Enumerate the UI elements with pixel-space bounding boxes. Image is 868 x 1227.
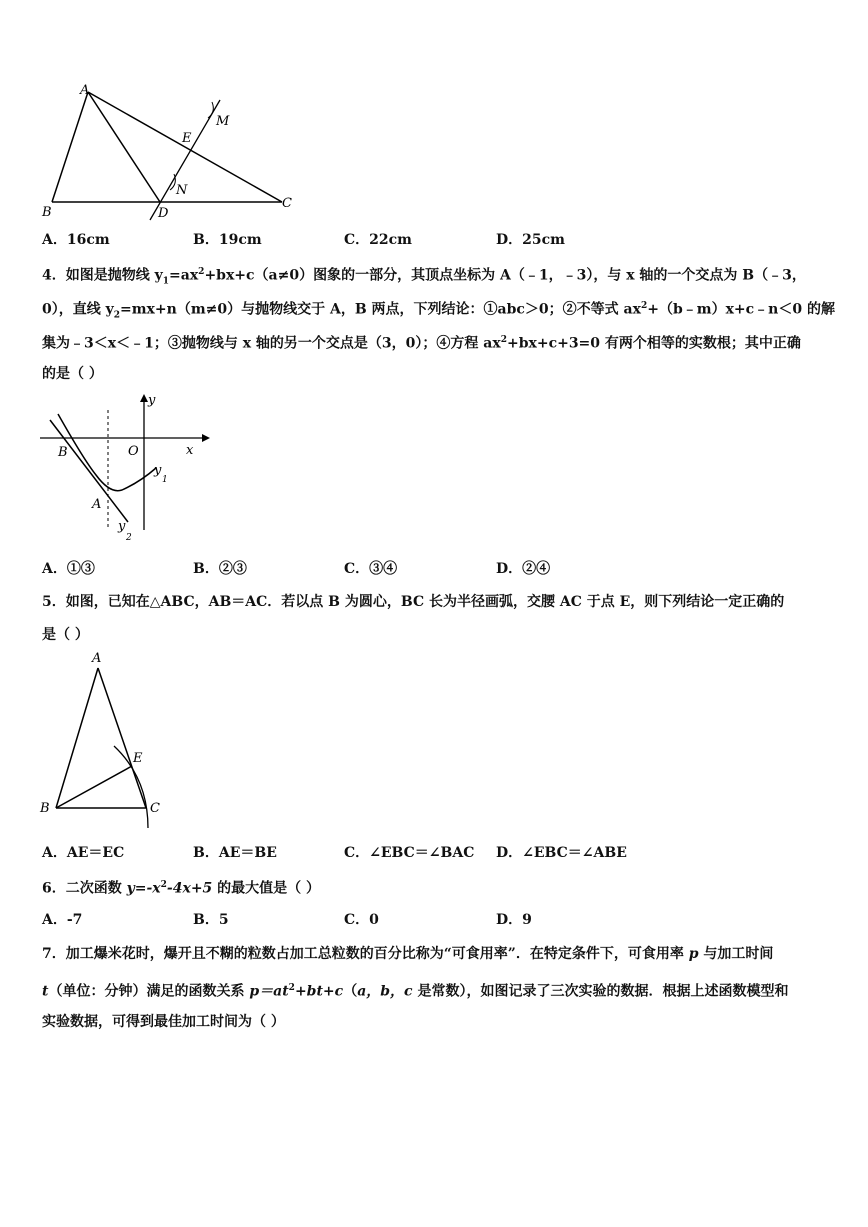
q7-stem-line3: 实验数据，可得到最佳加工时间为（ ） <box>42 1014 285 1030</box>
q4-option-c: C．③④ <box>344 561 398 577</box>
label-B: B <box>42 205 52 220</box>
label-point-A: A <box>92 497 102 512</box>
q3-option-a: A．16cm <box>42 232 110 248</box>
label-A: A <box>80 83 90 98</box>
q5-option-d: D．∠EBC＝∠ABE <box>496 845 627 861</box>
label-y1-sub: 1 <box>162 475 168 485</box>
q5-option-b: B．AE＝BE <box>193 845 277 861</box>
label-origin: O <box>128 444 139 459</box>
q7-stem-line1: 7．加工爆米花时，爆开且不糊的粒数占加工总粒数的百分比称为“可食用率”．在特定条件下，可食用率 p 与加工时间 <box>42 946 774 962</box>
label-E: E <box>133 751 143 766</box>
label-y2-sub: 2 <box>126 533 132 543</box>
q5-option-a: A．AE＝EC <box>42 845 125 861</box>
q4-stem-line2: 0），直线 $y_2=mx+n(m\ne 0)$与抛物线交于 A，B 两点，下列结论：①abc＞0；②不等式 $ax^2+(b﹣m)x+c﹣n<0$ 的解 <box>42 301 835 321</box>
figure-isosceles-arc <box>36 648 176 833</box>
q6-option-b: B．5 <box>193 912 229 928</box>
label-point-B: B <box>58 445 68 460</box>
q5-option-c: C．∠EBC＝∠BAC <box>344 845 475 861</box>
label-N: N <box>176 183 188 198</box>
q5-stem-line2: 是（ ） <box>42 627 89 643</box>
q5-stem-line1: 5．如图，已知在△ABC，AB＝AC．若以点 B 为圆心，BC 长为半径画弧，交腰 AC 于点 E，则下列结论一定正确的 <box>42 594 785 610</box>
label-y-axis: y <box>148 393 156 408</box>
q6-option-a: A．-7 <box>42 912 83 928</box>
q4-option-b: B．②③ <box>193 561 247 577</box>
q3-option-d: D．25cm <box>496 232 565 248</box>
label-C: C <box>282 196 292 211</box>
q3-option-b: B．19cm <box>193 232 262 248</box>
q4-option-a: A．①③ <box>42 561 95 577</box>
q6-option-d: D．9 <box>496 912 532 928</box>
q7-stem-line2: t（单位：分钟）满足的函数关系 $p=at^2+bt+c(a$，b，c 是常数），如图记录了三次实验的数据．根据上述函数模型和 <box>42 983 789 1000</box>
figure-parabola <box>36 390 216 545</box>
label-C: C <box>150 801 160 816</box>
label-y2: y <box>118 519 126 534</box>
q6-option-c: C．0 <box>344 912 379 928</box>
label-M: M <box>216 114 230 129</box>
label-D: D <box>158 206 169 221</box>
q6-stem: 6．二次函数 $y=-x^2-4x+5$ 的最大值是（ ） <box>42 880 321 897</box>
label-B: B <box>40 801 50 816</box>
q4-stem-line4: 的是（ ） <box>42 366 103 382</box>
q4-stem-line1: 4．如图是抛物线 $y_1=ax^2+bx+c(a\ne 0)$图象的一部分，其顶点坐标为 A（﹣1，﹣3），与 x 轴的一个交点为 B（﹣3， <box>42 267 806 287</box>
figure-triangle-bisector <box>30 80 300 230</box>
label-E: E <box>182 131 192 146</box>
q3-option-c: C．22cm <box>344 232 412 248</box>
q4-option-d: D．②④ <box>496 561 551 577</box>
q4-stem-line3: 集为﹣3＜x＜﹣1；③抛物线与 x 轴的另一个交点是（3，0）；④方程 $ax^2+bx+c+3=0$ 有两个相等的实数根；其中正确 <box>42 335 801 352</box>
label-A: A <box>92 651 102 666</box>
label-x-axis: x <box>186 443 194 458</box>
label-y1: y <box>154 463 162 478</box>
